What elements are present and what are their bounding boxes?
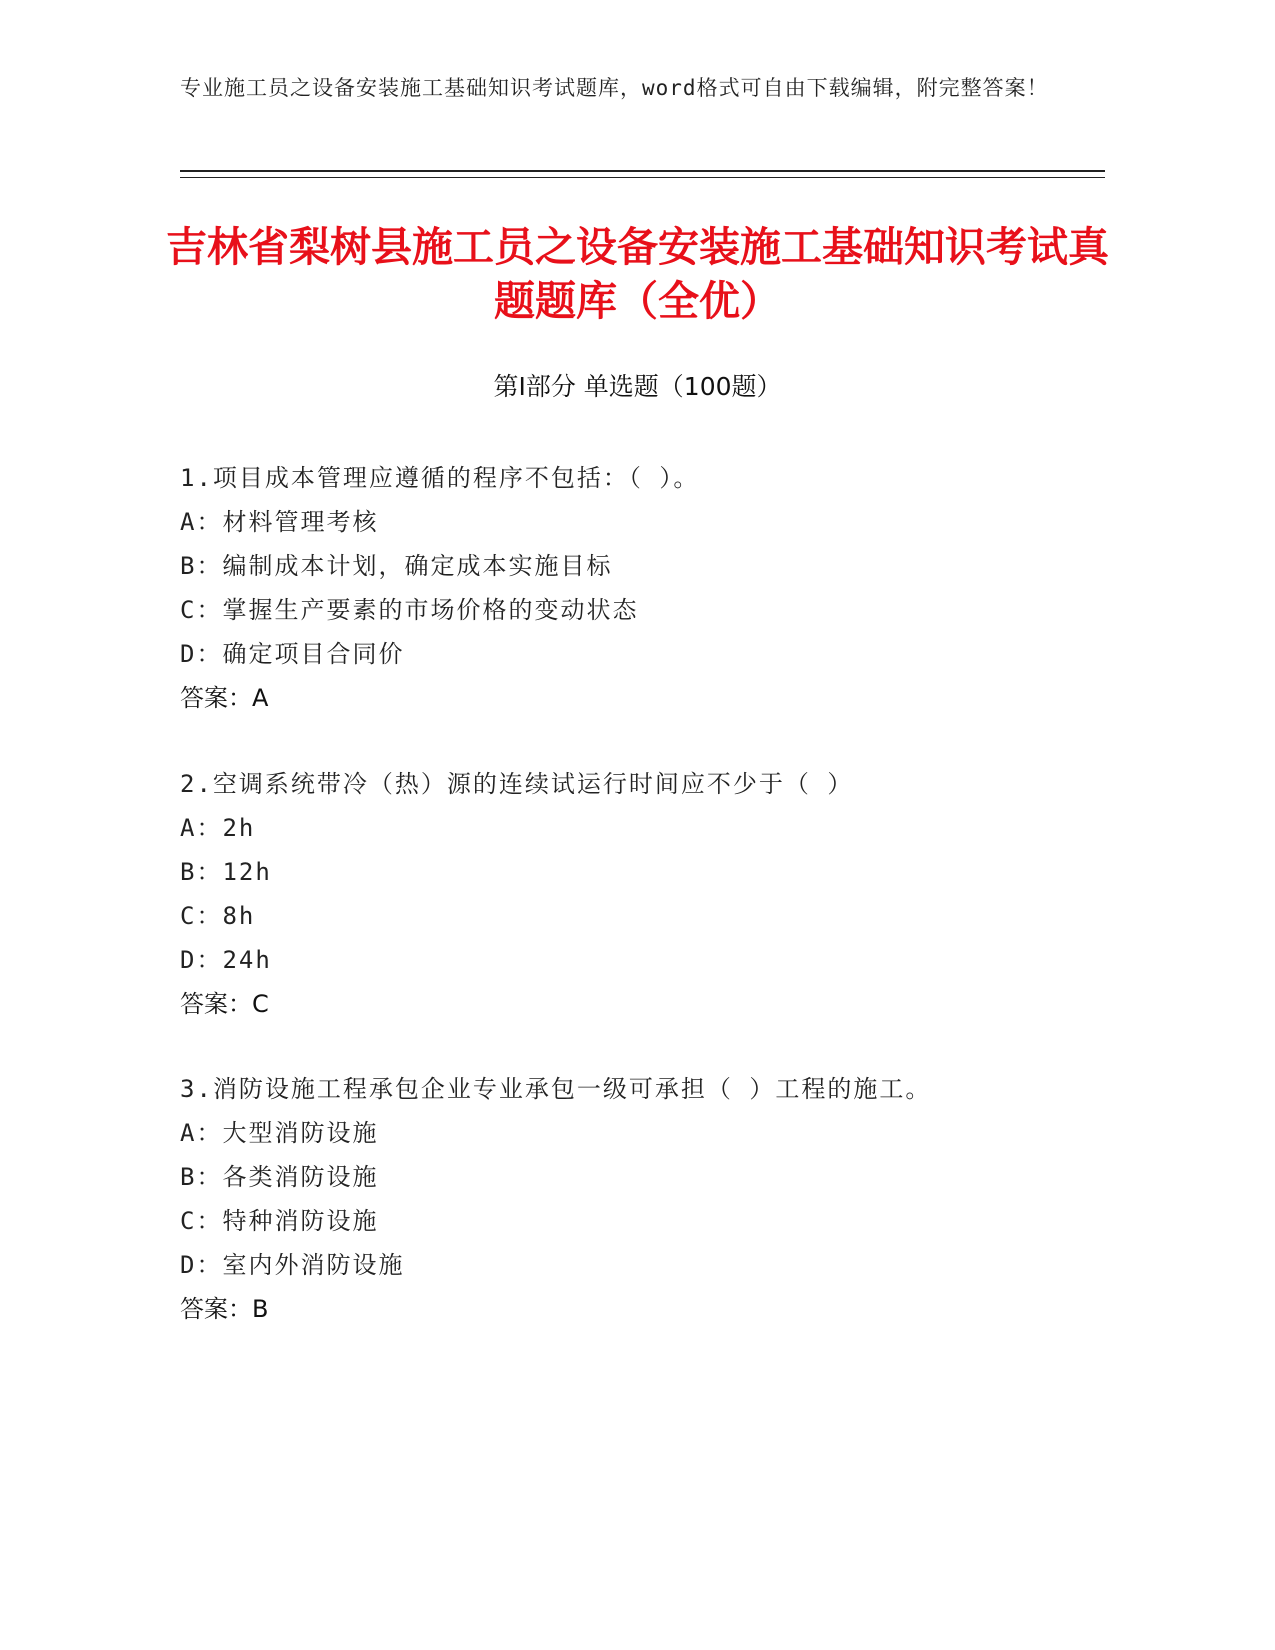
header-divider-thin xyxy=(180,177,1105,178)
option-c: C：8h xyxy=(180,902,256,930)
option-b: B：12h xyxy=(180,858,272,886)
option-b: B：编制成本计划，确定成本实施目标 xyxy=(180,552,613,580)
question-1 xyxy=(180,456,1080,720)
question-stem: 3.消防设施工程承包企业专业承包一级可承担（ ）工程的施工。 xyxy=(180,1075,932,1103)
option-d: D：室内外消防设施 xyxy=(180,1251,405,1279)
question-stem: 1.项目成本管理应遵循的程序不包括：（ ）。 xyxy=(180,464,700,492)
header-note: 专业施工员之设备安装施工基础知识考试题库，word格式可自由下载编辑，附完整答案！ xyxy=(180,76,1049,100)
option-a: A：材料管理考核 xyxy=(180,508,379,536)
question-3 xyxy=(180,1067,1080,1331)
option-a: A：大型消防设施 xyxy=(180,1119,379,1147)
option-d: D：确定项目合同价 xyxy=(180,640,405,668)
answer: 答案：B xyxy=(180,1295,269,1323)
answer: 答案：C xyxy=(180,990,269,1018)
answer: 答案：A xyxy=(180,684,269,712)
question-stem: 2.空调系统带冷（热）源的连续试运行时间应不少于（ ） xyxy=(180,770,854,798)
option-d: D：24h xyxy=(180,946,272,974)
header-divider-thick xyxy=(180,170,1105,172)
question-2 xyxy=(180,762,1080,1026)
option-a: A：2h xyxy=(180,814,256,842)
option-b: B：各类消防设施 xyxy=(180,1163,379,1191)
document-title: 吉林省梨树县施工员之设备安装施工基础知识考试真题题库（全优） xyxy=(166,223,1109,325)
option-c: C：特种消防设施 xyxy=(180,1207,379,1235)
option-c: C：掌握生产要素的市场价格的变动状态 xyxy=(180,596,639,624)
section-heading: 第Ⅰ部分 单选题（100题） xyxy=(493,372,782,401)
